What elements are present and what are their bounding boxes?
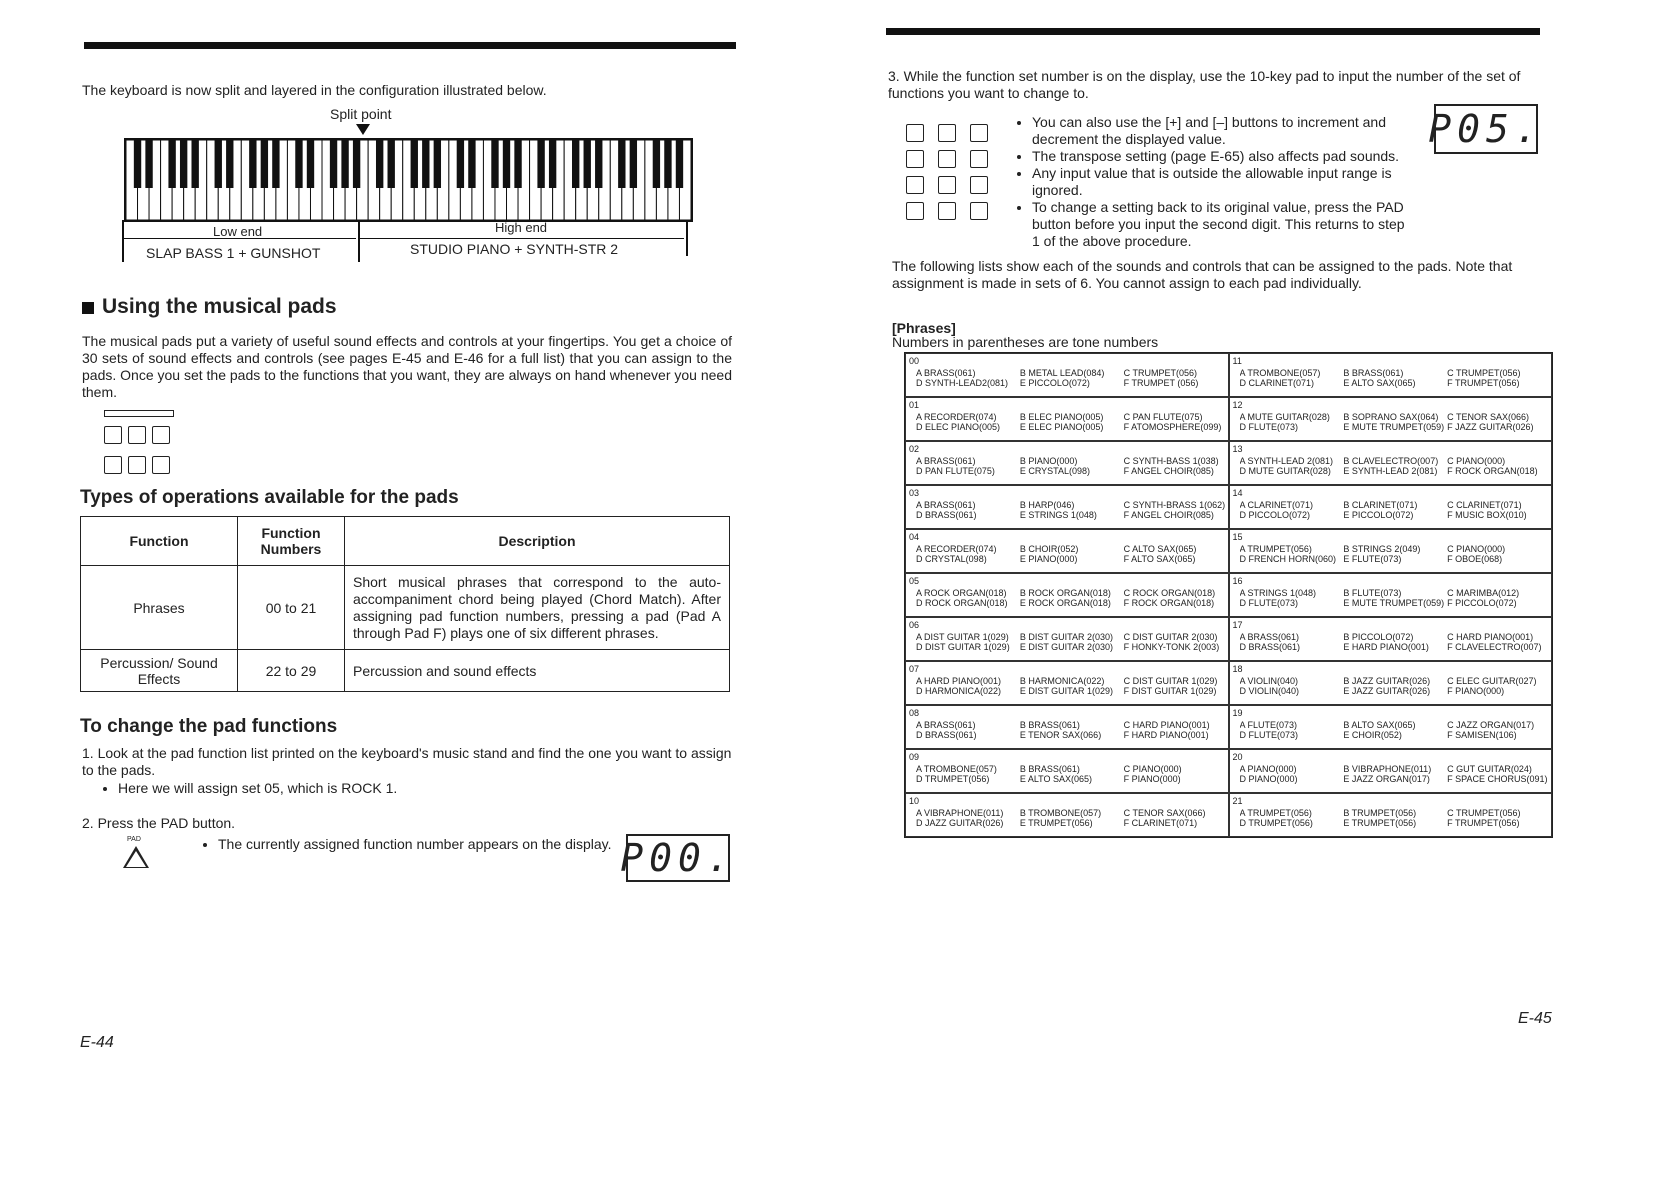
phrase-set-number: 17 bbox=[1232, 620, 1243, 630]
black-key bbox=[595, 140, 602, 188]
black-key bbox=[341, 140, 348, 188]
phrase-pad-tone: C PIANO(000) bbox=[1447, 544, 1506, 554]
phrase-pad-tone: D HARMONICA(022) bbox=[916, 686, 1002, 696]
black-key bbox=[388, 140, 395, 188]
black-key bbox=[226, 140, 233, 188]
phrase-pad-tone: A TROMBONE(057) bbox=[916, 764, 997, 774]
phrase-pad-tone: D PAN FLUTE(075) bbox=[916, 466, 995, 476]
phrase-pad-tone: C DIST GUITAR 2(030) bbox=[1123, 632, 1218, 642]
black-key bbox=[261, 140, 268, 188]
phrase-pad-tone: D ROCK ORGAN(018) bbox=[916, 598, 1008, 608]
phrase-set-number: 20 bbox=[1232, 752, 1243, 762]
step-2-bullets bbox=[200, 836, 618, 853]
black-key bbox=[376, 140, 383, 188]
phrase-pad-tone: E ROCK ORGAN(018) bbox=[1019, 598, 1111, 608]
phrase-pad-tone: F HARD PIANO(001) bbox=[1123, 730, 1209, 740]
phrase-pad-tone: D CRYSTAL(098) bbox=[916, 554, 987, 564]
phrase-set bbox=[1229, 573, 1553, 617]
phrase-pad-tone: B ROCK ORGAN(018) bbox=[1019, 588, 1111, 598]
table-cell: 00 to 21 bbox=[238, 566, 345, 650]
table-cell: 22 to 29 bbox=[238, 650, 345, 692]
phrase-pad-tone: C ALTO SAX(065) bbox=[1123, 544, 1197, 554]
phrase-pad-tone: F TRUMPET(056) bbox=[1447, 818, 1520, 828]
phrase-pad-tone: F ROCK ORGAN(018) bbox=[1123, 598, 1215, 608]
black-key bbox=[215, 140, 222, 188]
black-key bbox=[330, 140, 337, 188]
phrase-pad-tone: D MUTE GUITAR(028) bbox=[1239, 466, 1331, 476]
phrase-pad-tone: E CRYSTAL(098) bbox=[1019, 466, 1091, 476]
phrase-pad-tone: A TROMBONE(057) bbox=[1239, 368, 1321, 378]
step-2-bullet: • The currently assigned function number appears on the display. bbox=[218, 836, 618, 853]
phrase-pad-tone: F JAZZ GUITAR(026) bbox=[1447, 422, 1534, 432]
phrase-set-number: 07 bbox=[909, 664, 920, 674]
phrase-set-number: 21 bbox=[1232, 796, 1243, 806]
step-3: 3. While the function set number is on the display, use the 10-key pad to input the number of the set of functions you want to change to. bbox=[888, 68, 1521, 101]
black-key bbox=[295, 140, 302, 188]
phrase-set bbox=[1229, 749, 1553, 793]
black-key bbox=[664, 140, 671, 188]
phrase-pad-tone: B SOPRANO SAX(064) bbox=[1343, 412, 1439, 422]
section-body: The musical pads put a variety of useful sound effects and controls at your fingertips. You get a choice of 30 sets of sound effects and controls (see pages E-45 and E-46 for a full list) that you can assign to the pads. Once you set the pads to the functions that you want, they are always on hand whenever you need them. bbox=[82, 333, 732, 400]
phrase-pad-tone: A VIBRAPHONE(011) bbox=[916, 808, 1004, 818]
black-key bbox=[549, 140, 556, 188]
low-tones-label: SLAP BASS 1 + GUNSHOT bbox=[146, 245, 321, 261]
phrase-set-number: 15 bbox=[1232, 532, 1243, 542]
phrase-pad-tone: A MUTE GUITAR(028) bbox=[1239, 412, 1330, 422]
table-cell: Phrases bbox=[81, 566, 238, 650]
black-key bbox=[584, 140, 591, 188]
section-bullet-icon bbox=[82, 302, 94, 314]
intro-text: The keyboard is now split and layered in the configuration illustrated below. bbox=[82, 82, 547, 98]
phrase-set-number: 01 bbox=[909, 400, 920, 410]
phrase-pad-tone: F OBOE(068) bbox=[1447, 554, 1503, 564]
phrase-pad-tone: C GUT GUITAR(024) bbox=[1447, 764, 1532, 774]
phrase-pad-tone: B VIBRAPHONE(011) bbox=[1343, 764, 1432, 774]
table-row bbox=[81, 566, 730, 650]
phrase-set bbox=[905, 705, 1229, 749]
phrases-note: Numbers in parentheses are tone numbers bbox=[892, 334, 1159, 350]
phrase-pad-tone: A BRASS(061) bbox=[916, 500, 976, 510]
ten-key-pad-icon bbox=[906, 124, 996, 220]
phrase-pad-tone: C ELEC GUITAR(027) bbox=[1447, 676, 1537, 686]
phrase-pad-tone: B ALTO SAX(065) bbox=[1343, 720, 1416, 730]
phrase-pad-tone: F TRUMPET(056) bbox=[1447, 378, 1520, 388]
phrase-pad-tone: E ALTO SAX(065) bbox=[1343, 378, 1416, 388]
phrase-pad-tone: D TRUMPET(056) bbox=[1239, 818, 1313, 828]
split-point-label: Split point bbox=[330, 106, 392, 122]
phrase-set-number: 16 bbox=[1232, 576, 1243, 586]
black-key bbox=[134, 140, 141, 188]
phrase-pad-tone: E PICCOLO(072) bbox=[1343, 510, 1414, 520]
phrase-pad-tone: F PIANO(000) bbox=[1447, 686, 1505, 696]
phrase-pad-tone: C PIANO(000) bbox=[1447, 456, 1506, 466]
step-3-bullet: • The transpose setting (page E-65) also affects pad sounds. bbox=[1032, 148, 1412, 165]
phrase-pad-tone: E TRUMPET(056) bbox=[1343, 818, 1417, 828]
phrase-pad-tone: E PIANO(000) bbox=[1019, 554, 1078, 564]
phrase-pad-tone: A TRUMPET(056) bbox=[1239, 808, 1312, 818]
phrase-pad-tone: A RECORDER(074) bbox=[916, 412, 997, 422]
phrase-pad-tone: F ANGEL CHOIR(085) bbox=[1123, 510, 1214, 520]
black-key bbox=[411, 140, 418, 188]
phrase-pad-tone: F PICCOLO(072) bbox=[1447, 598, 1517, 608]
phrase-set-number: 13 bbox=[1232, 444, 1243, 454]
phrase-pad-tone: A TRUMPET(056) bbox=[1239, 544, 1312, 554]
types-title: Types of operations available for the pads bbox=[80, 487, 459, 508]
phrase-pad-tone: D VIOLIN(040) bbox=[1239, 686, 1300, 696]
table-header: Description bbox=[345, 517, 730, 566]
black-key bbox=[307, 140, 314, 188]
black-key bbox=[249, 140, 256, 188]
page-number: E-44 bbox=[80, 1034, 114, 1051]
lcd-display: P05. bbox=[1434, 104, 1538, 154]
step-2: 2. Press the PAD button. bbox=[82, 815, 236, 831]
phrase-pad-tone: A PIANO(000) bbox=[1239, 764, 1297, 774]
phrase-pad-tone: F PIANO(000) bbox=[1123, 774, 1181, 784]
phrase-pad-tone: B CLAVELECTRO(007) bbox=[1343, 456, 1439, 466]
black-key bbox=[168, 140, 175, 188]
phrase-pad-tone: F ATOMOSPHERE(099) bbox=[1123, 422, 1222, 432]
phrase-pad-tone: B JAZZ GUITAR(026) bbox=[1343, 676, 1431, 686]
black-key bbox=[180, 140, 187, 188]
black-key bbox=[537, 140, 544, 188]
phrase-pad-tone: C ROCK ORGAN(018) bbox=[1123, 588, 1216, 598]
step-3-bullet: • You can also use the [+] and [–] buttons to increment and decrement the displayed value. bbox=[1032, 114, 1412, 148]
phrase-pad-tone: E SYNTH-LEAD 2(081) bbox=[1343, 466, 1438, 476]
phrase-pad-tone: C MARIMBA(012) bbox=[1447, 588, 1520, 598]
phrase-pad-tone: A RECORDER(074) bbox=[916, 544, 997, 554]
phrase-pad-tone: C TRUMPET(056) bbox=[1123, 368, 1198, 378]
high-tones-label: STUDIO PIANO + SYNTH-STR 2 bbox=[410, 241, 619, 257]
phrase-pad-tone: A CLARINET(071) bbox=[1239, 500, 1314, 510]
black-key bbox=[191, 140, 198, 188]
phrase-pad-tone: A SYNTH-LEAD 2(081) bbox=[1239, 456, 1334, 466]
black-key bbox=[572, 140, 579, 188]
phrase-pad-tone: C HARD PIANO(001) bbox=[1123, 720, 1210, 730]
phrase-pad-tone: C TRUMPET(056) bbox=[1447, 368, 1521, 378]
phrase-pad-tone: D FRENCH HORN(060) bbox=[1239, 554, 1337, 564]
table-row bbox=[81, 650, 730, 692]
black-key bbox=[434, 140, 441, 188]
phrase-set bbox=[905, 749, 1229, 793]
phrase-set bbox=[905, 573, 1229, 617]
phrase-pad-tone: C CLARINET(071) bbox=[1447, 500, 1522, 510]
phrase-pad-tone: E PICCOLO(072) bbox=[1019, 378, 1090, 388]
section-title: Using the musical pads bbox=[102, 295, 337, 318]
black-key bbox=[514, 140, 521, 188]
phrase-set bbox=[905, 353, 1229, 397]
phrase-pad-tone: B BRASS(061) bbox=[1019, 720, 1080, 730]
phrases-table bbox=[904, 352, 1553, 838]
phrase-pad-tone: D BRASS(061) bbox=[1239, 642, 1301, 652]
phrase-pad-tone: B ELEC PIANO(005) bbox=[1019, 412, 1104, 422]
phrase-pad-tone: B BRASS(061) bbox=[1343, 368, 1404, 378]
lcd-display: P00. bbox=[620, 836, 736, 880]
phrase-pad-tone: A VIOLIN(040) bbox=[1239, 676, 1299, 686]
phrase-pad-tone: C TENOR SAX(066) bbox=[1123, 808, 1206, 818]
phrase-pad-tone: C TRUMPET(056) bbox=[1447, 808, 1521, 818]
phrase-pad-tone: F CLARINET(071) bbox=[1123, 818, 1198, 828]
phrase-set bbox=[1229, 661, 1553, 705]
phrase-pad-tone: E JAZZ GUITAR(026) bbox=[1343, 686, 1431, 696]
step-3-bullet: • Any input value that is outside the allowable input range is ignored. bbox=[1032, 165, 1412, 199]
phrase-pad-tone: D PIANO(000) bbox=[1239, 774, 1298, 784]
phrase-set-number: 10 bbox=[909, 796, 920, 806]
phrase-pad-tone: B TRUMPET(056) bbox=[1343, 808, 1417, 818]
high-end-label: High end bbox=[495, 220, 548, 235]
phrase-set bbox=[1229, 485, 1553, 529]
phrase-pad-tone: E CHOIR(052) bbox=[1343, 730, 1402, 740]
phrase-pad-tone: D BRASS(061) bbox=[916, 730, 977, 740]
phrase-pad-tone: D FLUTE(073) bbox=[1239, 598, 1299, 608]
phrase-pad-tone: B HARMONICA(022) bbox=[1019, 676, 1105, 686]
phrase-pad-tone: C JAZZ ORGAN(017) bbox=[1447, 720, 1535, 730]
phrase-set-number: 18 bbox=[1232, 664, 1243, 674]
phrase-pad-tone: B TROMBONE(057) bbox=[1019, 808, 1102, 818]
phrase-pad-tone: F CLAVELECTRO(007) bbox=[1447, 642, 1542, 652]
phrase-pad-tone: A BRASS(061) bbox=[1239, 632, 1300, 642]
phrase-pad-tone: C TENOR SAX(066) bbox=[1447, 412, 1530, 422]
phrase-set bbox=[905, 441, 1229, 485]
lists-intro: The following lists show each of the sounds and controls that can be assigned to the pads. Note that assignment is made in sets of 6. You cannot assign to each pad individually. bbox=[892, 258, 1513, 291]
phrase-pad-tone: D BRASS(061) bbox=[916, 510, 977, 520]
phrase-set-number: 08 bbox=[909, 708, 920, 718]
phrase-set-number: 14 bbox=[1232, 488, 1243, 498]
phrase-set bbox=[905, 529, 1229, 573]
phrase-pad-tone: B PICCOLO(072) bbox=[1343, 632, 1414, 642]
keyboard-keys bbox=[126, 140, 691, 220]
black-key bbox=[457, 140, 464, 188]
phrase-set-number: 03 bbox=[909, 488, 920, 498]
table-cell: Percussion and sound effects bbox=[345, 650, 730, 692]
change-title: To change the pad functions bbox=[80, 716, 338, 737]
phrase-pad-tone: F SPACE CHORUS(091) bbox=[1447, 774, 1548, 784]
pads-icon bbox=[104, 410, 174, 476]
phrase-pad-tone: B STRINGS 2(049) bbox=[1343, 544, 1421, 554]
phrase-pad-tone: A FLUTE(073) bbox=[1239, 720, 1298, 730]
black-key bbox=[272, 140, 279, 188]
phrase-pad-tone: D TRUMPET(056) bbox=[916, 774, 990, 784]
phrase-pad-tone: E MUTE TRUMPET(059) bbox=[1343, 422, 1445, 432]
phrase-pad-tone: F SAMISEN(106) bbox=[1447, 730, 1517, 740]
phrase-pad-tone: B HARP(046) bbox=[1019, 500, 1075, 510]
phrase-pad-tone: E TRUMPET(056) bbox=[1019, 818, 1093, 828]
phrase-pad-tone: A BRASS(061) bbox=[916, 456, 976, 466]
phrase-pad-tone: B CHOIR(052) bbox=[1019, 544, 1079, 554]
table-cell: Short musical phrases that correspond to the auto-accompaniment chord being played (Chord Match). After assigning pad function numbers, pressing a pad (Pad A through Pad F) plays one of six different phrases. bbox=[345, 566, 730, 650]
split-point-arrow-icon bbox=[356, 124, 370, 135]
black-key bbox=[653, 140, 660, 188]
phrase-pad-tone: C DIST GUITAR 1(029) bbox=[1123, 676, 1218, 686]
black-key bbox=[422, 140, 429, 188]
black-key bbox=[618, 140, 625, 188]
phrase-pad-tone: E TENOR SAX(066) bbox=[1019, 730, 1102, 740]
phrase-pad-tone: B BRASS(061) bbox=[1019, 764, 1080, 774]
low-end-left-bar bbox=[122, 220, 124, 262]
table-cell: Percussion/ Sound Effects bbox=[81, 650, 238, 692]
phrase-pad-tone: B FLUTE(073) bbox=[1343, 588, 1402, 598]
phrase-set-number: 11 bbox=[1232, 356, 1242, 366]
phrase-pad-tone: F ALTO SAX(065) bbox=[1123, 554, 1196, 564]
phrase-set bbox=[1229, 793, 1553, 837]
phrase-pad-tone: F ANGEL CHOIR(085) bbox=[1123, 466, 1214, 476]
phrase-set-number: 04 bbox=[909, 532, 920, 542]
phrase-set-number: 09 bbox=[909, 752, 920, 762]
phrase-pad-tone: A ROCK ORGAN(018) bbox=[916, 588, 1007, 598]
phrases-title: [Phrases] bbox=[892, 320, 956, 336]
phrase-pad-tone: F DIST GUITAR 1(029) bbox=[1123, 686, 1217, 696]
page-number: E-45 bbox=[1518, 1010, 1552, 1027]
phrase-pad-tone: B DIST GUITAR 2(030) bbox=[1019, 632, 1114, 642]
phrase-pad-tone: E HARD PIANO(001) bbox=[1343, 642, 1429, 652]
phrase-pad-tone: D SYNTH-LEAD2(081) bbox=[916, 378, 1009, 388]
low-end-label: Low end bbox=[213, 224, 263, 239]
phrase-pad-tone: C PAN FLUTE(075) bbox=[1123, 412, 1203, 422]
phrase-pad-tone: F HONKY-TONK 2(003) bbox=[1123, 642, 1220, 652]
black-key bbox=[676, 140, 683, 188]
phrase-set bbox=[1229, 441, 1553, 485]
black-key bbox=[353, 140, 360, 188]
phrase-pad-tone: A BRASS(061) bbox=[916, 720, 976, 730]
phrase-pad-tone: F MUSIC BOX(010) bbox=[1447, 510, 1527, 520]
step-3-bullet: • To change a setting back to its original value, press the PAD button before you input the second digit. This returns to step 1 of the above procedure. bbox=[1032, 199, 1412, 250]
phrase-pad-tone: E ALTO SAX(065) bbox=[1019, 774, 1093, 784]
step-1-bullet: • Here we will assign set 05, which is ROCK 1. bbox=[118, 780, 397, 797]
step-3-bullets bbox=[1014, 114, 1412, 250]
phrase-pad-tone: D FLUTE(073) bbox=[1239, 730, 1299, 740]
pad-button-label: PAD bbox=[127, 836, 141, 843]
table-header: Function Numbers bbox=[238, 517, 345, 566]
phrase-pad-tone: F TRUMPET (056) bbox=[1123, 378, 1199, 388]
phrase-pad-tone: A STRINGS 1(048) bbox=[1239, 588, 1317, 598]
phrase-pad-tone: C SYNTH-BASS 1(038) bbox=[1123, 456, 1219, 466]
phrase-pad-tone: A BRASS(061) bbox=[916, 368, 976, 378]
table-header-row bbox=[81, 517, 730, 566]
phrase-set-number: 05 bbox=[909, 576, 920, 586]
phrase-set bbox=[1229, 397, 1553, 441]
phrase-set-number: 19 bbox=[1232, 708, 1243, 718]
top-rule bbox=[886, 28, 1540, 35]
high-end-line bbox=[360, 238, 684, 239]
phrase-pad-tone: F ROCK ORGAN(018) bbox=[1447, 466, 1538, 476]
step-1-bullets bbox=[100, 780, 397, 797]
phrase-pad-tone: D ELEC PIANO(005) bbox=[916, 422, 1001, 432]
phrase-pad-tone: B METAL LEAD(084) bbox=[1019, 368, 1105, 378]
phrase-set-number: 12 bbox=[1232, 400, 1243, 410]
phrase-pad-tone: E STRINGS 1(048) bbox=[1019, 510, 1097, 520]
black-key bbox=[145, 140, 152, 188]
phrase-set bbox=[1229, 705, 1553, 749]
split-bar bbox=[358, 220, 360, 262]
black-key bbox=[468, 140, 475, 188]
phrase-pad-tone: D PICCOLO(072) bbox=[1239, 510, 1311, 520]
phrase-pad-tone: D JAZZ GUITAR(026) bbox=[916, 818, 1004, 828]
operations-table bbox=[80, 516, 730, 692]
table-header: Function bbox=[81, 517, 238, 566]
phrase-set bbox=[1229, 617, 1553, 661]
high-end-right-bar bbox=[686, 220, 688, 256]
black-key bbox=[630, 140, 637, 188]
black-key bbox=[503, 140, 510, 188]
phrase-set bbox=[905, 661, 1229, 705]
black-key bbox=[491, 140, 498, 188]
phrase-pad-tone: E MUTE TRUMPET(059) bbox=[1343, 598, 1445, 608]
phrase-pad-tone: D DIST GUITAR 1(029) bbox=[916, 642, 1010, 652]
phrase-pad-tone: B PIANO(000) bbox=[1019, 456, 1078, 466]
top-rule bbox=[84, 42, 736, 49]
phrase-set bbox=[1229, 353, 1553, 397]
phrase-set bbox=[905, 617, 1229, 661]
phrase-set-number: 02 bbox=[909, 444, 920, 454]
step-1: 1. Look at the pad function list printed on the keyboard's music stand and find the one you want to assign to the pads. bbox=[82, 745, 732, 778]
phrase-pad-tone: B CLARINET(071) bbox=[1343, 500, 1418, 510]
phrase-set bbox=[1229, 529, 1553, 573]
phrase-set bbox=[905, 485, 1229, 529]
phrase-pad-tone: E ELEC PIANO(005) bbox=[1019, 422, 1104, 432]
phrase-set bbox=[905, 793, 1229, 837]
phrase-pad-tone: D CLARINET(071) bbox=[1239, 378, 1315, 388]
phrase-pad-tone: E DIST GUITAR 2(030) bbox=[1019, 642, 1114, 652]
phrase-set-number: 06 bbox=[909, 620, 920, 630]
phrase-pad-tone: C PIANO(000) bbox=[1123, 764, 1182, 774]
phrase-pad-tone: E DIST GUITAR 1(029) bbox=[1019, 686, 1114, 696]
phrase-set-number: 00 bbox=[909, 356, 920, 366]
phrase-set bbox=[905, 397, 1229, 441]
phrase-pad-tone: C SYNTH-BRASS 1(062) bbox=[1123, 500, 1226, 510]
phrase-pad-tone: D FLUTE(073) bbox=[1239, 422, 1299, 432]
phrase-pad-tone: C HARD PIANO(001) bbox=[1447, 632, 1534, 642]
phrase-pad-tone: A DIST GUITAR 1(029) bbox=[916, 632, 1009, 642]
phrase-pad-tone: E JAZZ ORGAN(017) bbox=[1343, 774, 1430, 784]
phrase-pad-tone: A HARD PIANO(001) bbox=[916, 676, 1002, 686]
keyboard-illustration bbox=[124, 138, 693, 222]
phrase-pad-tone: E FLUTE(073) bbox=[1343, 554, 1402, 564]
